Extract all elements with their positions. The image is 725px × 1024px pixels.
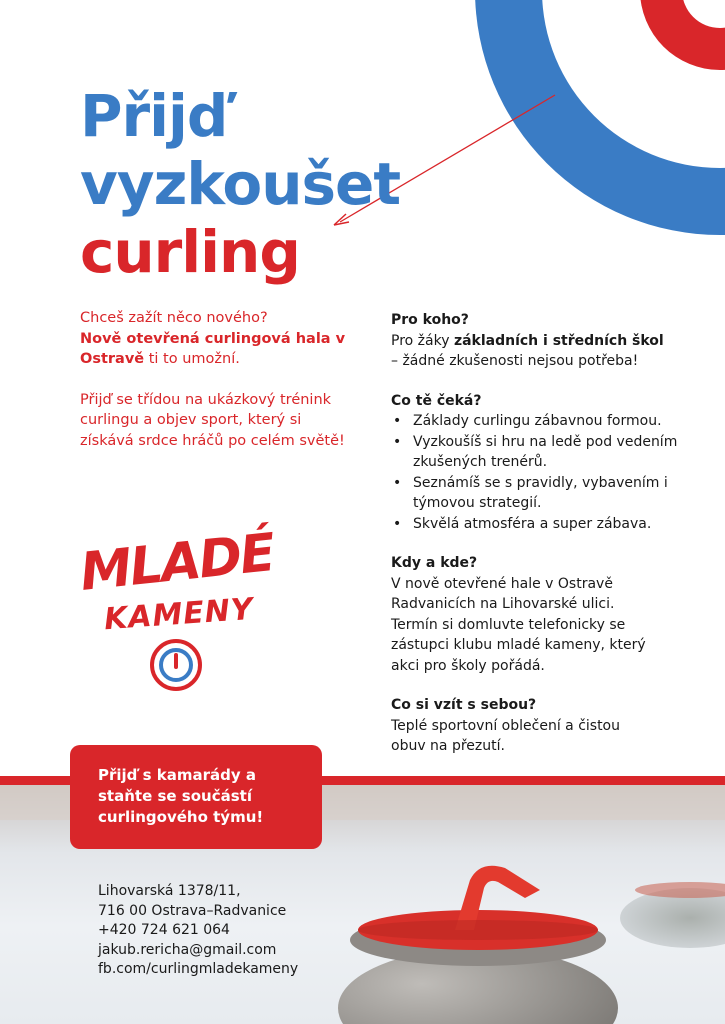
contact-email[interactable]: jakub.rericha@gmail.com	[98, 941, 277, 958]
intro-p1-bold: Nově otevřená curlingová hala v Ostravě	[80, 330, 346, 367]
expect-item: • Skvělá atmosféra a super zábava.	[391, 514, 711, 535]
headline-line-1: Přijď	[80, 82, 228, 150]
headline-line-2: vyzkoušet	[80, 150, 401, 218]
who-bold: základních i středních škol	[453, 332, 664, 349]
cta-box	[70, 745, 322, 849]
intro-p1-tail: ti to umožní.	[144, 351, 240, 367]
intro-p1-text: Chceš zažít něco nového?	[80, 310, 268, 326]
headline-line-3: curling	[80, 218, 300, 286]
section-when-heading: Kdy a kde?	[391, 555, 478, 571]
cta-text: Přijď s kamarády a staňte se součástí curlingového týmu!	[98, 766, 264, 826]
contact-phone[interactable]: +420 724 621 064	[98, 922, 230, 938]
section-expect	[391, 391, 711, 535]
section-when-text: V nově otevřené hale v Ostravě Radvanicích na Lihovarské ulici. Termín si domluvte telefonicky se zástupci klubu mladé kameny, který akci pro školy pořádá.	[391, 575, 646, 674]
section-when	[391, 553, 711, 676]
section-who-heading: Pro koho?	[391, 312, 469, 328]
logo-line-2: KAMENY	[102, 591, 255, 638]
section-who	[391, 310, 711, 372]
section-bring-text: Teplé sportovní oblečení a čistou obuv na přezutí.	[391, 717, 620, 754]
info-column	[391, 310, 711, 776]
intro-paragraph-2: Přijď se třídou na ukázkový trénink curlingu a objev sport, který si získává srdce hráčů po celém světě!	[80, 391, 345, 449]
section-who-text	[391, 331, 711, 372]
contact-info	[98, 882, 298, 980]
section-expect-heading: Co tě čeká?	[391, 392, 482, 409]
expect-item: • Seznámíš se s pravidly, vybavením i týmovou strategií.	[391, 473, 711, 514]
headline	[80, 82, 400, 286]
contact-address-line-1: Lihovarská 1378/11,	[98, 883, 241, 899]
intro-text	[80, 308, 350, 471]
who-text-2: – žádné zkušenosti nejsou potřeba!	[391, 353, 639, 369]
contact-facebook-link[interactable]: fb.com/curlingmladekameny	[98, 961, 299, 977]
curling-stone-icon	[148, 637, 204, 693]
logo-line-1: MLADÉ	[77, 523, 277, 603]
who-text-1: Pro žáky	[391, 332, 454, 349]
intro-paragraph-1	[80, 308, 350, 370]
expect-item: • Základy curlingu zábavnou formou.	[391, 411, 711, 432]
section-bring	[391, 695, 711, 757]
section-bring-heading: Co si vzít s sebou?	[391, 697, 537, 713]
expect-list	[391, 411, 711, 534]
contact-address-line-2: 716 00 Ostrava–Radvanice	[98, 902, 287, 919]
expect-item: • Vyzkoušíš si hru na ledě pod vedením zkušených trenérů.	[391, 432, 711, 473]
mlade-kameny-logo	[78, 525, 308, 705]
